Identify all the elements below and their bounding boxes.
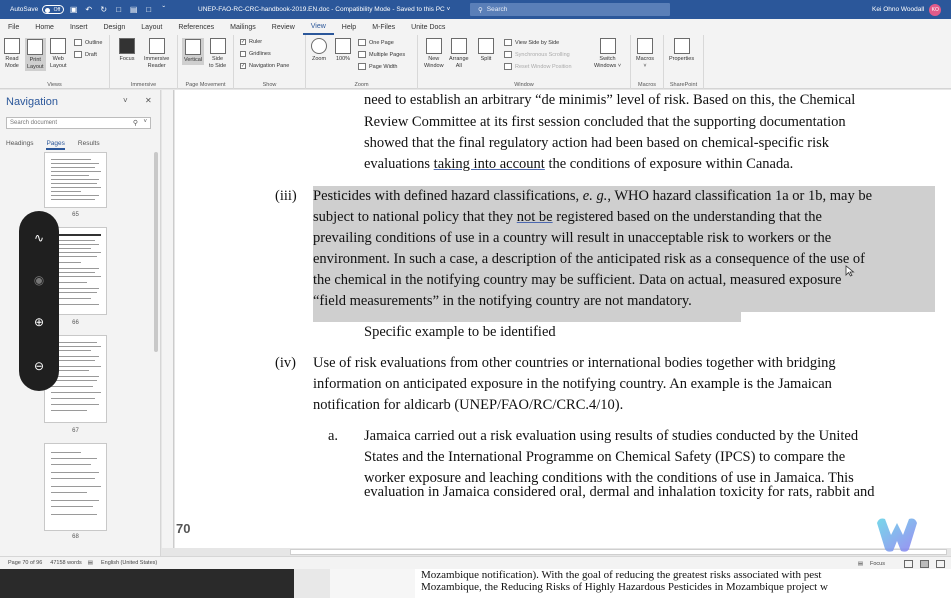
- doc-line: notification for aldicarb (UNEP/FAO/RC/CRC.4/10).: [313, 397, 624, 413]
- arrange-all-icon: [451, 38, 467, 54]
- doc-line: Use of risk evaluations from other countries or international bodies together with bridging: [313, 355, 836, 371]
- sharepoint-group-label: SharePoint: [669, 82, 698, 88]
- tab-file[interactable]: File: [8, 23, 20, 31]
- chevron-down-icon[interactable]: ˅: [143, 119, 147, 125]
- tab-references[interactable]: References: [178, 23, 215, 31]
- autosave-state: Off: [53, 6, 61, 13]
- split-label: Split: [480, 56, 492, 62]
- user-account[interactable]: [872, 0, 941, 19]
- scrollbar-thumb[interactable]: [290, 549, 947, 555]
- document-title[interactable]: UNEP-FAO-RC-CRC-handbook-2019.EN.doc - Compatibility Mode - Saved to this PC ˅: [198, 6, 451, 13]
- synchronous-scrolling-icon: [504, 51, 512, 58]
- draft-button[interactable]: [74, 51, 97, 58]
- one-page-label: One Page: [369, 39, 394, 46]
- macros-label: Macros ˅: [636, 56, 655, 69]
- navigation-pane-checkbox[interactable]: [240, 63, 289, 69]
- word-count-status[interactable]: 47158 words: [50, 560, 82, 566]
- language-status[interactable]: English (United States): [100, 560, 158, 566]
- navigation-title: Navigation: [6, 96, 58, 108]
- vertical-label: Vertical: [184, 57, 203, 63]
- navigation-tabs: [6, 140, 100, 150]
- properties-label: Properties: [669, 56, 695, 62]
- user-name: Kei Ohno Woodall: [872, 6, 925, 13]
- navigation-pane-label: Navigation Pane: [249, 63, 290, 69]
- pane-options-icon[interactable]: ˅: [123, 96, 128, 105]
- page-number-66: 66: [72, 320, 79, 326]
- draft-label: Draft: [85, 51, 97, 58]
- macros-group-label: Macros: [637, 82, 657, 88]
- doc-line: prevailing conditions of use in a country will result in unacceptable risk to workers or the: [313, 230, 832, 246]
- tab-unite-docs[interactable]: Unite Docs: [411, 23, 446, 31]
- side-to-side-icon: [210, 38, 226, 54]
- new-document-icon[interactable]: □: [146, 5, 152, 14]
- doc-text: , WHO hazard classification 1a or 1b, may be: [607, 188, 873, 204]
- read-mode-button[interactable]: [4, 38, 20, 69]
- doc-line: “field measurements” in the notifying country are not mandatory.: [313, 293, 692, 309]
- web-layout-icon: [50, 38, 66, 54]
- doc-line: Review Committee at its first session concluded that the supporting documentation: [364, 114, 846, 130]
- print-layout-label: Print Layout: [27, 57, 44, 70]
- focus-button[interactable]: [119, 38, 135, 63]
- search-icon[interactable]: ⚲: [132, 120, 138, 127]
- print-layout-view-icon[interactable]: [920, 560, 929, 568]
- tab-home[interactable]: Home: [35, 23, 54, 31]
- zoom-button[interactable]: [311, 38, 327, 63]
- outline-button[interactable]: [74, 39, 102, 46]
- side-to-side-label: Side to Side: [209, 56, 227, 69]
- doc-text-underlined: not be: [516, 209, 553, 225]
- doc-line: information on anticipated exposure in the notifying country. An example is the Jamaican: [313, 376, 832, 392]
- tab-design[interactable]: Design: [103, 23, 126, 31]
- print-layout-button[interactable]: [25, 38, 46, 71]
- sharepoint-group: [664, 35, 704, 89]
- doc-text-italic: e. g.: [582, 188, 608, 204]
- immersive-group-label: Immersive: [130, 82, 157, 88]
- quick-access-toolbar: [0, 4, 169, 15]
- ink-toolbar: [19, 211, 59, 391]
- doc-line: [364, 154, 793, 175]
- page-width-button[interactable]: [358, 63, 397, 70]
- arrange-all-button[interactable]: [449, 38, 469, 69]
- immersive-reader-label: Immersive Reader: [144, 56, 170, 69]
- show-group-label: Show: [262, 82, 277, 88]
- multiple-pages-button[interactable]: [358, 51, 405, 58]
- view-side-by-side-icon: [504, 39, 512, 46]
- secondary-document-preview[interactable]: [415, 569, 951, 598]
- vertical-ruler: [162, 90, 174, 548]
- focus-label: Focus: [119, 56, 135, 62]
- doc-text-underlined: taking into account: [433, 156, 545, 172]
- document-icon[interactable]: □: [116, 5, 122, 14]
- web-layout-label: Web Layout: [50, 56, 67, 69]
- focus-icon: [119, 38, 135, 54]
- ruler-check: ✓: [241, 39, 246, 45]
- multiple-pages-label: Multiple Pages: [369, 51, 406, 58]
- gridlines-label: Gridlines: [249, 51, 271, 57]
- tab-headings[interactable]: Headings: [6, 140, 34, 147]
- switch-windows-icon: [600, 38, 616, 54]
- synchronous-scrolling-label: Synchronous Scrolling: [515, 51, 570, 58]
- zoom-group-label: Zoom: [354, 82, 369, 88]
- reset-window-position-button[interactable]: [504, 63, 572, 70]
- customize-toolbar-icon[interactable]: ˇ: [162, 5, 166, 14]
- ribbon-tabs: [0, 19, 951, 35]
- zoom-100-icon: [335, 38, 351, 54]
- doc-line: environment. In such a case, a description of the anticipated risk as a consequence of the use of: [313, 251, 866, 267]
- draft-icon: [74, 51, 82, 58]
- new-window-label: New Window: [424, 56, 444, 69]
- page-number-67: 67: [72, 428, 79, 434]
- properties-button[interactable]: [669, 38, 694, 63]
- tab-layout[interactable]: Layout: [141, 23, 163, 31]
- gridlines-check: [240, 51, 246, 57]
- tab-pages[interactable]: Pages: [46, 140, 64, 150]
- views-group: [0, 35, 110, 89]
- arrange-all-label: Arrange All: [449, 56, 469, 69]
- print-preview-icon[interactable]: ▤: [129, 5, 138, 14]
- status-bar: [0, 556, 951, 569]
- focus-icon[interactable]: ▤: [857, 560, 864, 567]
- read-mode-view-icon[interactable]: [904, 560, 913, 568]
- doc-line: States and the International Programme on Chemical Safety (IPCS) to compare the: [364, 449, 846, 465]
- zoom-100-label: 100%: [335, 56, 351, 62]
- gridlines-checkbox[interactable]: [240, 51, 271, 57]
- tab-view[interactable]: View: [303, 19, 334, 35]
- switch-windows-button[interactable]: [594, 38, 621, 69]
- page-movement-group: [178, 35, 234, 89]
- search-placeholder: Search: [486, 6, 508, 13]
- zoom-out-icon[interactable]: ⊖: [33, 359, 45, 373]
- secondary-doc-line: Mozambique notification). With the goal of reducing the greatest risks associated with pest: [421, 569, 822, 581]
- doc-line: evaluation in Jamaica considered oral, dermal and inhalation toxicity for rats, rabbit and: [364, 484, 875, 500]
- vertical-icon: [185, 39, 201, 55]
- reset-window-position-label: Reset Window Position: [515, 63, 572, 70]
- macros-group: [631, 35, 664, 89]
- tab-mailings[interactable]: Mailings: [230, 23, 256, 31]
- side-to-side-button[interactable]: [209, 38, 226, 69]
- doc-text: registered based on the understanding that the: [552, 209, 822, 225]
- close-icon[interactable]: ✕: [145, 96, 152, 105]
- new-window-button[interactable]: [424, 38, 444, 69]
- ribbon: [0, 35, 951, 89]
- window-group: [418, 35, 631, 89]
- autosave-label: AutoSave: [10, 6, 39, 13]
- immersive-group: [110, 35, 178, 89]
- horizontal-scrollbar[interactable]: [162, 548, 951, 556]
- doc-line: worker exposure and leaching conditions with the conditions of use in Jamaica. This: [364, 470, 854, 486]
- assistant-logo-icon[interactable]: [873, 515, 921, 555]
- redo-icon[interactable]: ↻: [100, 5, 108, 14]
- autosave-toggle[interactable]: [42, 5, 64, 14]
- page-movement-group-label: Page Movement: [185, 82, 226, 88]
- doc-line: Jamaica carried out a risk evaluation using results of studies conducted by the United: [364, 428, 859, 444]
- avatar: KO: [929, 4, 941, 16]
- macros-button[interactable]: [636, 38, 654, 69]
- navigation-pane-check: ✓: [241, 63, 246, 69]
- show-group: [234, 35, 306, 89]
- doc-text: subject to national policy that they: [313, 209, 517, 225]
- page-thumbnail-65[interactable]: [44, 152, 107, 208]
- ruler-label: Ruler: [249, 39, 263, 45]
- document-area: [162, 90, 951, 556]
- views-group-label: Views: [47, 82, 62, 88]
- doc-line: need to establish an arbitrary “de minimis” level of risk. Based on this, the Chemical: [364, 92, 856, 108]
- synchronous-scrolling-button[interactable]: [504, 51, 570, 58]
- read-mode-icon: [4, 38, 20, 54]
- split-icon: [478, 38, 494, 54]
- page-thumbnail-68[interactable]: [44, 443, 107, 531]
- switch-windows-label: Switch Windows ˅: [594, 56, 622, 69]
- page-number-68: 68: [72, 534, 79, 540]
- tab-m-files[interactable]: M-Files: [372, 23, 396, 31]
- doc-text: evaluations: [364, 156, 434, 172]
- page-width-label: Page Width: [369, 63, 398, 70]
- macros-icon: [637, 38, 653, 54]
- view-side-by-side-label: View Side by Side: [515, 39, 560, 46]
- title-bar: [0, 0, 951, 19]
- web-layout-button[interactable]: [50, 38, 67, 69]
- new-window-icon: [426, 38, 442, 54]
- save-icon[interactable]: ▣: [69, 5, 78, 14]
- search-document-placeholder: Search document: [10, 120, 58, 126]
- print-layout-icon: [27, 39, 43, 55]
- secondary-doc-line: Mozambique, the Reducing Risks of Highly Hazardous Pesticides in Mozambique project w: [421, 581, 828, 593]
- list-marker-iii: (iii): [275, 188, 297, 204]
- mouse-cursor-icon: [845, 265, 855, 277]
- tab-help[interactable]: Help: [341, 23, 357, 31]
- reset-window-position-icon: [504, 63, 512, 70]
- outline-icon: [74, 39, 82, 46]
- vertical-button[interactable]: [182, 38, 204, 65]
- one-page-icon: [358, 39, 366, 46]
- tab-results[interactable]: Results: [77, 140, 100, 147]
- ruler-checkbox[interactable]: [240, 39, 262, 45]
- microphone-icon[interactable]: ◉: [33, 273, 45, 287]
- immersive-reader-icon: [149, 38, 165, 54]
- pen-icon[interactable]: ∿: [33, 231, 45, 245]
- properties-icon: [674, 38, 690, 54]
- doc-line: showed that the final regulatory action had been based on chemical-specific risk: [364, 135, 830, 151]
- focus-status[interactable]: Focus: [870, 560, 885, 567]
- zoom-label: Zoom: [311, 56, 327, 62]
- doc-line: the chemical in the notifying country may be sufficient. Data on actual, measured exposure: [313, 272, 842, 288]
- doc-line: Specific example to be identified: [364, 324, 556, 340]
- undo-icon[interactable]: ↶: [85, 5, 93, 14]
- search-document-input[interactable]: [6, 117, 151, 129]
- zoom-100-button[interactable]: [335, 38, 351, 63]
- read-mode-label: Read Mode: [5, 56, 19, 69]
- multiple-pages-icon: [358, 51, 366, 58]
- search-box[interactable]: [470, 3, 670, 16]
- search-icon: ⚲: [478, 6, 483, 14]
- list-marker-a: a.: [328, 428, 339, 444]
- taskbar-strip: [0, 569, 951, 598]
- page-number-label: 70: [176, 521, 191, 536]
- doc-text: Pesticides with defined hazard classifications,: [313, 188, 583, 204]
- split-button[interactable]: [478, 38, 494, 63]
- secondary-window-edge: [294, 569, 330, 598]
- doc-line: [313, 186, 872, 207]
- document-page[interactable]: [175, 90, 951, 548]
- zoom-in-icon[interactable]: ⊕: [33, 315, 45, 329]
- doc-text: the conditions of exposure within Canada.: [544, 156, 794, 172]
- web-layout-view-icon[interactable]: [936, 560, 945, 568]
- page-width-icon: [358, 63, 366, 70]
- window-group-label: Window: [514, 82, 534, 88]
- page-count-status[interactable]: Page 70 of 96: [8, 560, 43, 566]
- tab-review[interactable]: Review: [271, 23, 295, 31]
- tab-insert[interactable]: Insert: [69, 23, 88, 31]
- doc-line: [313, 207, 822, 228]
- secondary-window-margin: [330, 569, 415, 598]
- zoom-group: [306, 35, 418, 89]
- view-side-by-side-button[interactable]: [504, 39, 559, 46]
- zoom-icon: [311, 38, 327, 54]
- one-page-button[interactable]: [358, 39, 394, 46]
- proofing-icon[interactable]: ▤: [87, 560, 93, 566]
- immersive-reader-button[interactable]: [144, 38, 169, 69]
- outline-label: Outline: [85, 39, 103, 46]
- list-marker-iv: (iv): [275, 355, 296, 371]
- navigation-scrollbar[interactable]: [154, 152, 158, 352]
- page-number-65: 65: [72, 212, 79, 218]
